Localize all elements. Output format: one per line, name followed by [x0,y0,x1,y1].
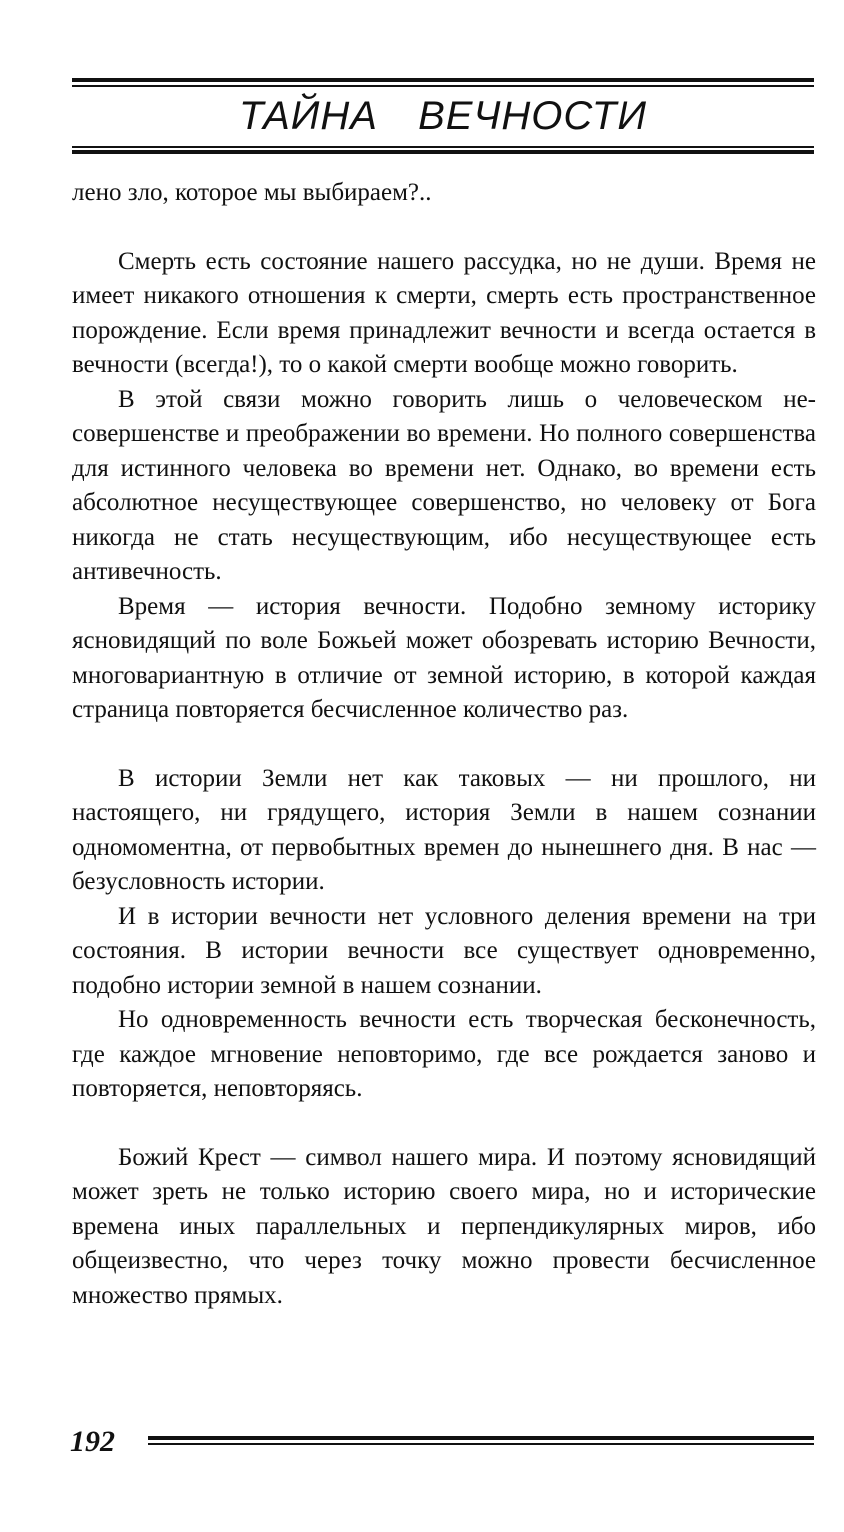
paragraph: Но одновременность вечности есть творческая бесконечность, где каждое мгновение неповторимо, где все рождается заново и повторяется, неповторяясь. [72,1006,816,1102]
paragraph: В истории Земли нет как таковых — ни прошлого, ни настоящего, ни грядущего, история Земли в нашем сознании одномоментна, от первобытных времен до нынешнего дня. В нас — безусловность истории. [72,764,816,895]
header-rule-top-thick [72,78,814,82]
paragraph: И в истории вечности нет условного деления времени на три состояния. В истории вечности все существует одновременно, подобно истории земной в нашем сознании. [72,902,816,999]
header-rule-top-thin [72,85,814,87]
header-rule-bottom-thick [72,150,814,154]
header-rule-top [72,76,814,88]
footer-rule [148,1436,814,1448]
paragraph: Время — история вечности. Подобно земному историку ясновидящий по воле Божьей может обозревать историю Вечности, многовариантную в отличие от земной историю, в которой каждая страница повторяется бесчисленное количество раз. [72,592,816,723]
paragraph-continuation: лено зло, которое мы выбираем?.. [72,179,432,206]
footer-rule-thin [148,1443,814,1445]
header-rule-bottom [72,146,814,156]
paragraph: В этой связи можно говорить лишь о человеческом несовершенстве и преображении во времени. Но полного совершенства для истинного человека во времени нет. Однако, во времени есть абсолютное несуществующее совершенство, но человеку от Бога никогда не стать несуществующим, ибо несуществующее есть антивечность. [72,385,816,585]
page-number: 192 [70,1425,115,1458]
running-title: ТАЙНА ВЕЧНОСТИ [239,94,647,138]
paragraph: Смерть есть состояние нашего рассудка, но не души. Время не имеет никакого отношения к смерти, смерть есть пространственное порождение. Если время принадлежит вечности и всегда остается в вечности (всегда!), то о какой смерти вообще можно говорить. [72,247,816,378]
paragraph: Божий Крест — символ нашего мира. И поэтому ясновидящий может зреть не только историю своего мира, но и исторические времена иных параллельных и перпендикулярных миров, ибо общеизвестно, что через точку можно провести бесчисленное множество прямых. [72,1143,816,1309]
body-text [72,176,816,1313]
footer-rule-thick [148,1436,814,1440]
header-rule-bottom-thin [72,146,814,148]
